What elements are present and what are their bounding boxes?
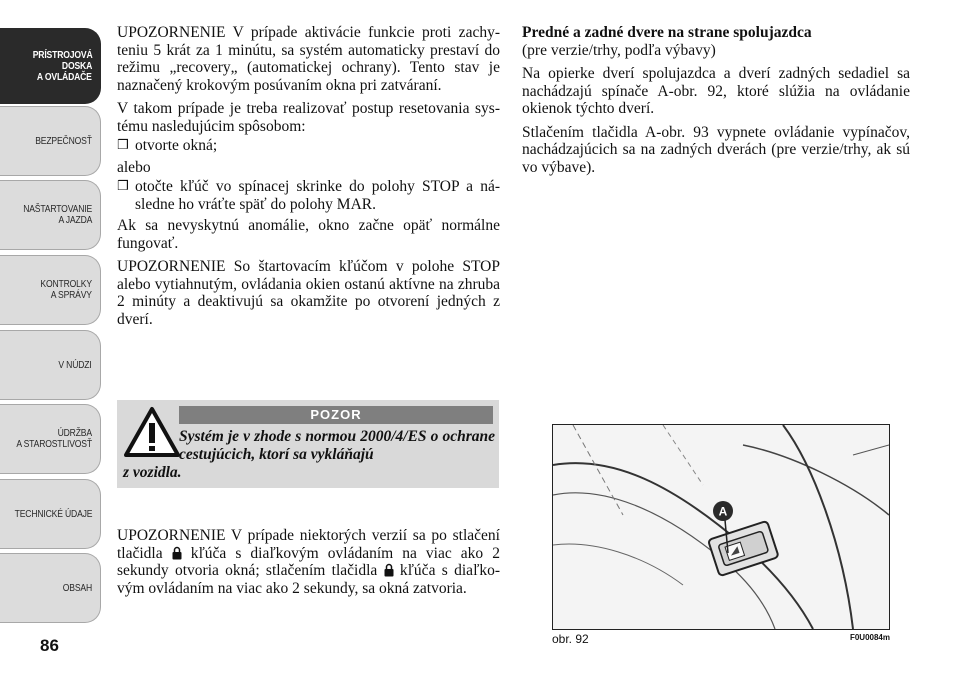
chapter-tabs [0, 0, 104, 640]
bullet-box-icon: ❒ [117, 179, 129, 194]
padlock-icon [172, 546, 182, 560]
text-span: UPOZORNENIE V prípade niektorých verzií sa po stlačení tlačidla [117, 527, 500, 562]
tab-label: DOSKA [61, 60, 92, 72]
warning-text-end: z vozidla. [123, 464, 182, 481]
paragraph-reset: V takom prípade je treba realizovať postup resetovania systému nasledujúcim spôsobom: [117, 100, 500, 135]
door-armrest-drawing [553, 425, 889, 629]
tab-label: KONTROLKY [40, 279, 92, 290]
tab-label: A STAROSTLIVOSŤ [16, 439, 92, 450]
paragraph-normal: Ak sa nevyskytnú anomálie, okno začne opäť normálne fungovať. [117, 217, 500, 252]
list-item-text: otočte kľúč vo spínacej skrinke do polohy STOP a následne ho vráťte späť do polohy MAR. [135, 178, 500, 213]
warning-box [117, 400, 499, 488]
tab-label: NAŠTARTOVANIE [23, 204, 92, 215]
tab-nastartovanie[interactable] [0, 180, 101, 250]
padlock-icon [384, 563, 394, 577]
text-span: kľúča s diaľkovým ovládaním na viac ako 2 sekundy, sa okná zatvoria. [117, 562, 501, 597]
right-column [522, 24, 910, 182]
tab-label: PRÍSTROJOVÁ [32, 49, 92, 61]
paragraph-switches: Na opierke dverí spolujazdca a dverí zadných sedadiel sa nachádzajú spínače A-obr. 92, ktoré slúžia na ovládanie okienok týchto dverí. [522, 65, 910, 117]
tab-bezpecnost[interactable] [0, 106, 101, 176]
figure-caption [552, 630, 890, 646]
list-item [117, 178, 500, 213]
tab-label: A OVLÁDAČE [37, 71, 92, 83]
paragraph-disable: Stlačením tlačidla A-obr. 93 vypnete ovládanie vypínačov, nachádzajúcich sa na zadných dverách (pre verzie/trhy, ak sú vo výbave). [522, 123, 910, 176]
paragraph-stop-key: UPOZORNENIE So štartovacím kľúčom v polohe STOP alebo vytiahnutým, ovládania okien ostanú aktívne na zhruba 2 minúty a deaktivujú sa okamžite po otvorení jedných z dverí. [117, 258, 500, 328]
tab-label: TECHNICKÉ ÚDAJE [14, 508, 92, 520]
tab-label: BEZPEČNOSŤ [35, 135, 92, 147]
list-item [117, 137, 500, 155]
figure-code: F0U0084m [849, 633, 890, 642]
section-heading: Predné a zadné dvere na strane spolujazdca [522, 24, 812, 41]
tab-label: A JAZDA [58, 215, 92, 226]
tab-label: V NÚDZI [58, 359, 92, 371]
figure-label-a: A [718, 504, 728, 519]
page-number: 86 [40, 636, 59, 655]
door-switch-illustration [552, 424, 890, 630]
tab-udrzba[interactable] [0, 404, 101, 474]
figure-number: obr. 92 [552, 632, 589, 646]
tab-obsah[interactable] [0, 553, 101, 623]
tab-technicke-udaje[interactable] [0, 479, 101, 549]
section-subheading: (pre verzie/trhy, podľa výbavy) [522, 41, 716, 59]
left-column [117, 24, 500, 334]
warning-header: POZOR [179, 406, 493, 424]
tab-v-nudzi[interactable] [0, 330, 101, 400]
paragraph-or: alebo [117, 158, 151, 176]
text-span: kľúča s diaľkovým ovládaním na viac ako 2 sekundy otvoria okná; stlačením tlačidla [117, 544, 500, 579]
warning-text-main: Systém je v zhode s normou 2000/4/ES o ochrane cestujúcich, ktorí sa vykláňajú [179, 428, 495, 463]
tab-label: ÚDRŽBA [57, 428, 92, 439]
warning-text [123, 428, 495, 482]
tab-kontrolky[interactable] [0, 255, 101, 325]
tab-pristrojova-doska[interactable] [0, 28, 101, 104]
paragraph-recovery: UPOZORNENIE V prípade aktivácie funkcie proti zachyteniu 5 krát za 1 minútu, sa systém automaticky prestaví do režimu „recovery„ (automatickej ochrany). Tento stav je naznačený krokovým posúvaním okna pri zatváraní. [117, 24, 500, 94]
tab-label: OBSAH [62, 582, 92, 594]
bullet-box-icon: ❒ [117, 138, 129, 153]
tab-label: A SPRÁVY [50, 290, 92, 301]
paragraph-remote-key [117, 527, 500, 597]
list-item-text: otvorte okná; [135, 137, 218, 154]
